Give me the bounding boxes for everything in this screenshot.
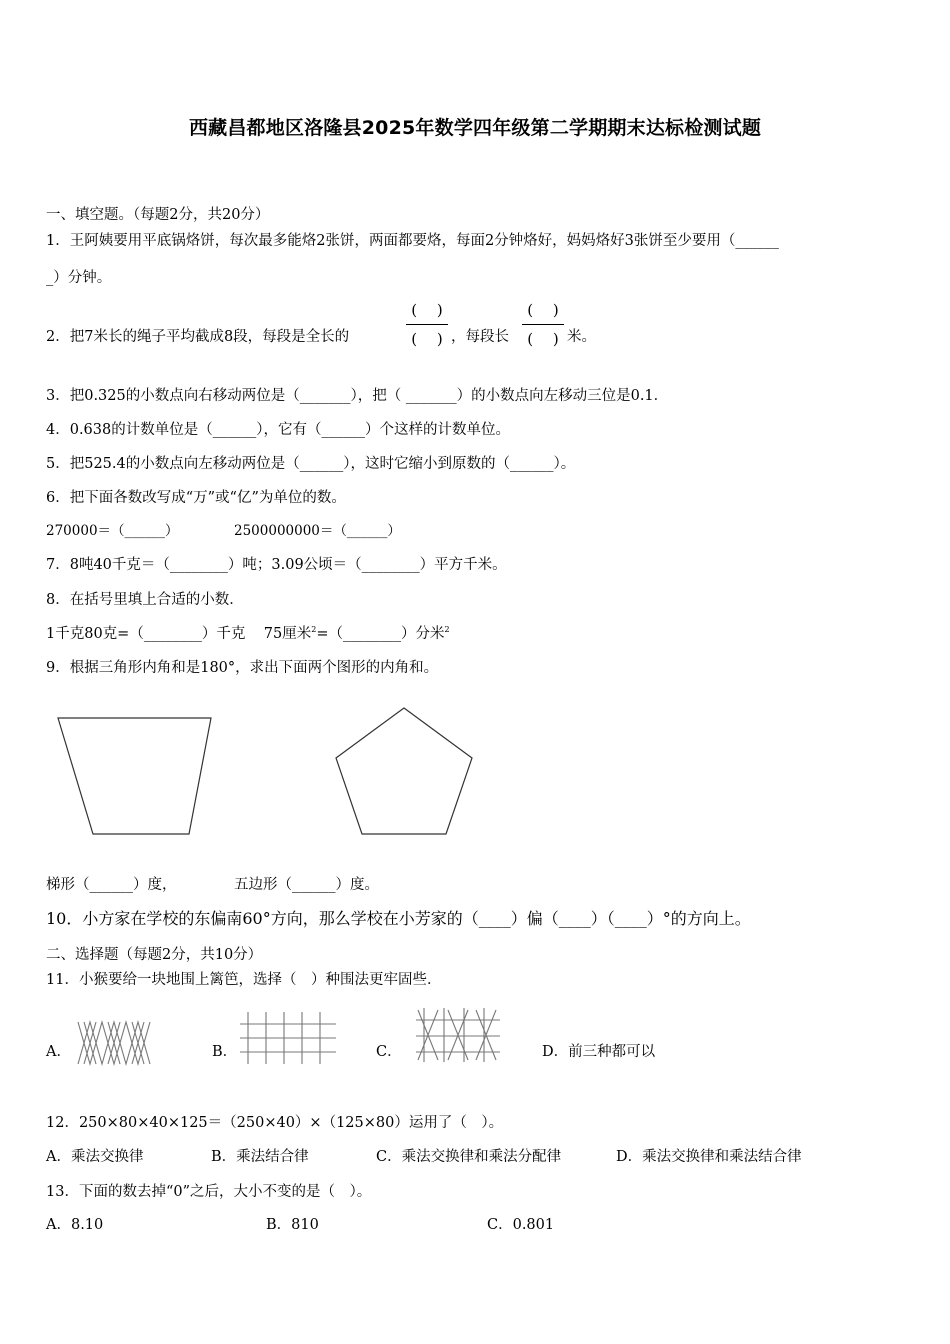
question-13-option-a: A．8.10 bbox=[46, 1217, 104, 1233]
question-2-text-3: 米。 bbox=[567, 329, 596, 345]
question-12: 12．250×80×40×125＝（250×40）×（125×80）运用了（ ）。 bbox=[46, 1115, 504, 1131]
fraction-1-denominator: ( ) bbox=[411, 330, 443, 348]
fraction-2-numerator: ( ) bbox=[527, 301, 559, 319]
fraction-1-bar bbox=[406, 324, 448, 325]
question-12-option-b: B．乘法结合律 bbox=[211, 1149, 309, 1165]
question-13-option-b: B．810 bbox=[266, 1217, 319, 1233]
superscript-2: 2 bbox=[444, 625, 450, 634]
option-a-label: A． bbox=[46, 1044, 71, 1060]
question-1-line-1: 1．王阿姨要用平底锅烙饼，每次最多能烙2张饼，两面都要烙，每面2分钟烙好，妈妈烙好3张饼至少要用（______ bbox=[46, 233, 779, 249]
fraction-1-numerator: ( ) bbox=[411, 301, 443, 319]
page-title: 西藏昌都地区洛隆县2025年数学四年级第二学期期末达标检测试题 bbox=[188, 117, 762, 139]
question-3: 3．把0.325的小数点向右移动两位是（_______），把（ _______）的小数点向左移动三位是0.1． bbox=[46, 388, 669, 404]
question-9: 9．根据三角形内角和是180°，求出下面两个图形的内角和。 bbox=[46, 660, 439, 676]
question-2-text-1: 2．把7米长的绳子平均截成8段，每段是全长的 bbox=[46, 329, 350, 345]
question-12-option-c: C．乘法交换律和乘法分配律 bbox=[376, 1149, 562, 1165]
question-6: 6．把下面各数改写成“万”或“亿”为单位的数。 bbox=[46, 490, 346, 506]
superscript-2: 2 bbox=[311, 625, 317, 634]
trapezoid-figure bbox=[50, 710, 220, 840]
question-10: 10．小方家在学校的东偏南60°方向，那么学校在小芳家的（____）偏（____）（____）°的方向上。 bbox=[46, 909, 751, 928]
question-8-answers bbox=[46, 622, 450, 643]
question-8-part-c: =（________）分米 bbox=[316, 626, 445, 642]
section-1-heading: 一、填空题。（每题2分，共20分） bbox=[46, 207, 270, 223]
question-13: 13．下面的数去掉“0”之后，大小不变的是（ ）。 bbox=[46, 1184, 372, 1200]
question-1-line-2: _）分钟。 bbox=[46, 270, 112, 286]
fraction-2-bar bbox=[522, 324, 564, 325]
pentagon-figure bbox=[330, 702, 480, 842]
question-12-option-d: D．乘法交换律和乘法结合律 bbox=[616, 1149, 802, 1165]
fence-pattern-b-icon bbox=[238, 1010, 338, 1066]
question-8-part-a: 1千克80克=（________）千克 bbox=[46, 626, 246, 642]
question-13-option-c: C．0.801 bbox=[487, 1217, 555, 1233]
question-8-part-b: 75厘米 bbox=[263, 626, 312, 642]
fence-pattern-c-icon bbox=[414, 1006, 502, 1064]
question-6-item-2: 2500000000＝（______） bbox=[234, 523, 401, 539]
question-11: 11．小猴要给一块地围上篱笆，选择（ ）种围法更牢固些． bbox=[46, 972, 442, 988]
question-4: 4．0.638的计数单位是（______），它有（______）个这样的计数单位。 bbox=[46, 422, 510, 438]
pentagon-shape bbox=[336, 708, 472, 834]
trapezoid-shape bbox=[58, 718, 211, 834]
option-c-label: C． bbox=[376, 1044, 402, 1060]
question-7: 7．8吨40千克＝（________）吨；3.09公顷＝（________）平方千米。 bbox=[46, 557, 507, 573]
question-6-item-1: 270000＝（______） bbox=[46, 523, 179, 539]
fraction-2-denominator: ( ) bbox=[527, 330, 559, 348]
fence-pattern-a-icon bbox=[76, 1018, 152, 1068]
question-2-text-2: ，每段长 bbox=[451, 329, 509, 345]
option-b-label: B． bbox=[212, 1044, 238, 1060]
option-d-label: D．前三种都可以 bbox=[542, 1044, 656, 1060]
question-9-answer-pentagon: 五边形（______）度。 bbox=[234, 877, 379, 893]
question-8: 8．在括号里填上合适的小数． bbox=[46, 592, 244, 608]
question-12-option-a: A．乘法交换律 bbox=[46, 1149, 144, 1165]
section-2-heading: 二、选择题（每题2分，共10分） bbox=[46, 947, 263, 963]
question-9-answer-trapezoid: 梯形（______）度， bbox=[46, 877, 177, 893]
question-5: 5．把525.4的小数点向左移动两位是（______），这时它缩小到原数的（______）。 bbox=[46, 456, 576, 472]
